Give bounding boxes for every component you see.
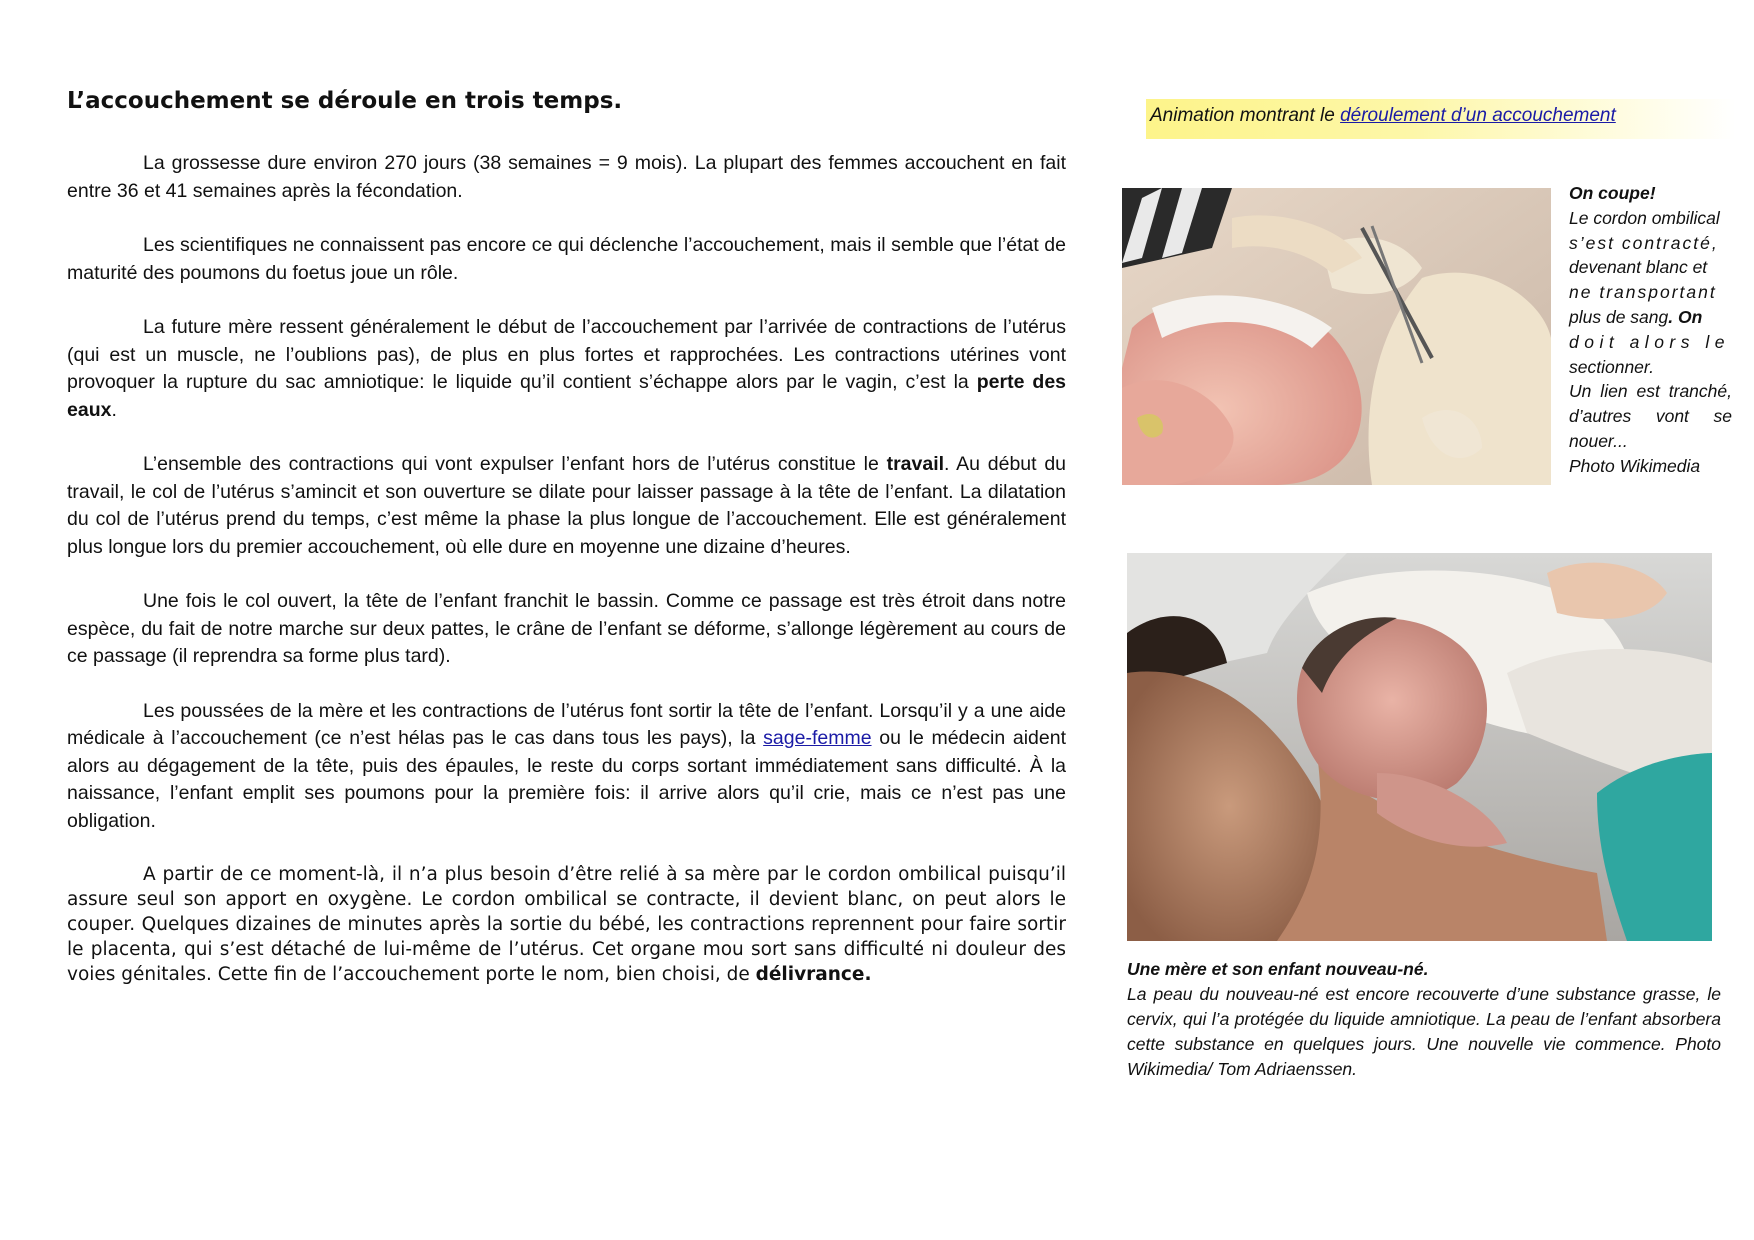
caption-line: devenant blanc et xyxy=(1569,257,1708,278)
photo2-caption xyxy=(1127,957,1721,1082)
term-perte-des-eaux: perte des eaux xyxy=(67,371,1067,421)
paragraph-birth xyxy=(67,698,1066,836)
caption-line: Le cordon ombilical xyxy=(1569,207,1720,228)
article-body xyxy=(67,150,1066,1014)
paragraph-delivery xyxy=(67,862,1066,987)
caption-title: On coupe! xyxy=(1569,183,1656,203)
caption-text: La peau du nouveau-né est encore recouverte d’une substance grasse, le cervix, qui l’a protégée du liquide amniotique. La peau de l’enfant absorbera cette substance en quelques jours. Une nouvelle vie commence. Photo Wikimedia/ Tom Adriaenssen. xyxy=(1127,984,1721,1079)
paragraph-text: ou le médecin aident alors au dégagement de la tête, puis des épaules, le reste du corps sortant immédiatement sans difficulté. À la naissance, l’enfant emplit ses poumons pour la première fois: il arrive alors qu’il crie, mais ce n’est pas une obligation. xyxy=(67,727,1066,832)
caption-text: . On xyxy=(1668,306,1703,327)
paragraph-trigger xyxy=(67,232,1066,287)
paragraph-labour xyxy=(67,451,1066,561)
paragraph-text: La grossesse dure environ 270 jours (38 semaines = 9 mois). La plupart des femmes accouchent en fait entre 36 et 41 semaines après la fécondation. xyxy=(67,152,1066,202)
paragraph-text: La future mère ressent généralement le début de l’accouchement par l’arrivée de contractions de l’utérus (qui est un muscle, ne l’oublions pas), de plus en plus fortes et rapprochées. Les contractions utérines vont provoquer la rupture du sac amniotique: le liquide qu’il contient s’échappe alors par le vagin, c’est la xyxy=(67,316,1066,393)
caption-line xyxy=(1569,305,1732,330)
animation-prefix: Animation montrant le xyxy=(1150,105,1341,126)
paragraph-text: Les poussées de la mère et les contractions de l’utérus font sortir la tête de l’enfant. Lorsqu’il y a une aide médicale à l’accouchement (ce n’est hélas pas le cas dans tous les pays), la xyxy=(67,699,1066,749)
paragraph-text: . xyxy=(111,398,117,421)
paragraph-pregnancy-duration xyxy=(67,150,1066,205)
umbilical-cord-photo xyxy=(1122,188,1551,485)
umbilical-cord-cutting-photo-icon xyxy=(1122,188,1551,485)
term-delivrance: délivrance. xyxy=(755,964,872,985)
paragraph-contractions xyxy=(67,314,1066,424)
caption-text: plus de sang xyxy=(1569,306,1669,327)
mother-newborn-photo-icon xyxy=(1127,553,1712,941)
paragraph-text: Les scientifiques ne connaissent pas encore ce qui déclenche l’accouchement, mais il semble que l’état de maturité des poumons du foetus joue un rôle. xyxy=(67,234,1066,284)
caption-line: sectionner. xyxy=(1569,356,1654,377)
caption-title: Une mère et son enfant nouveau-né. xyxy=(1127,959,1429,979)
paragraph-text: . Au début du travail, le col de l’utérus s’amincit et son ouverture se dilate pour laisser passage à la tête de l’enfant. La dilatation du col de l’utérus prend du temps, c’est même la phase la plus longue de l’accouchement. Elle est généralement plus longue lors du premier accouchement, où elle dure en moyenne une dizaine d’heures. xyxy=(67,453,1067,558)
page-title: L’accouchement se déroule en trois temps. xyxy=(67,88,623,114)
caption-line: Un lien est tranché, d’autres vont se nouer... xyxy=(1569,381,1732,451)
caption-line: doit alors le xyxy=(1569,331,1730,352)
sage-femme-link[interactable]: sage-femme xyxy=(763,727,872,749)
paragraph-text: L’ensemble des contractions qui vont expulser l’enfant hors de l’utérus constitue le xyxy=(143,453,887,475)
photo-credit: Photo Wikimedia xyxy=(1569,455,1701,476)
paragraph-pelvis xyxy=(67,588,1066,671)
animation-banner xyxy=(1146,99,1736,139)
caption-line: s’est contracté, xyxy=(1569,232,1719,253)
paragraph-text: Une fois le col ouvert, la tête de l’enfant franchit le bassin. Comme ce passage est très étroit dans notre espèce, du fait de notre marche sur deux pattes, le crâne de l’enfant se déforme, s’allonge légèrement au cours de ce passage (il reprendra sa forme plus tard). xyxy=(67,590,1066,667)
term-travail: travail xyxy=(886,453,945,475)
mother-newborn-photo xyxy=(1127,553,1712,941)
animation-link[interactable]: déroulement d’un accouchement xyxy=(1340,105,1616,126)
photo1-caption xyxy=(1569,181,1732,479)
caption-line: ne transportant xyxy=(1569,282,1717,303)
paragraph-text: A partir de ce moment-là, il n’a plus besoin d’être relié à sa mère par le cordon ombilical puisqu’il assure seul son apport en oxygène. Le cordon ombilical se contracte, il devient blanc, on peut alors le couper. Quelques dizaines de minutes après la sortie du bébé, les contractions reprennent pour faire sortir le placenta, qui s’est détaché de lui-même de l’utérus. Cet organe mou sort sans difficulté ni douleur des voies génitales. Cette fin de l’accouchement porte le nom, bien choisi, de xyxy=(67,864,1066,985)
